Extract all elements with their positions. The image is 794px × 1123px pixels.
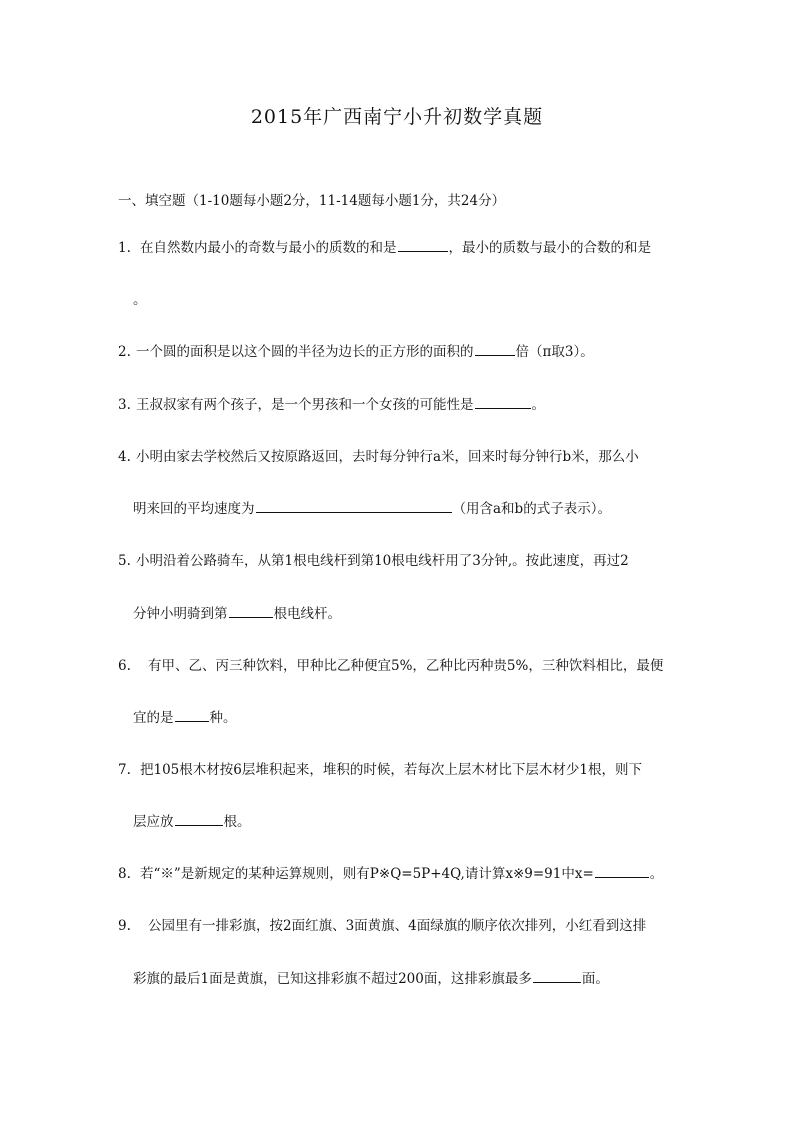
answer-blank [533, 968, 581, 983]
document-title: 2015年广西南宁小升初数学真题 [250, 106, 544, 128]
question-6-line-1 [118, 655, 663, 677]
question-4-line-2 [133, 498, 611, 520]
question-text: （用含a和b的式子表示）。 [452, 501, 611, 517]
answer-blank [175, 811, 223, 826]
answer-blank [475, 341, 515, 356]
question-text: 根电线杆。 [273, 606, 341, 622]
question-7-line-2 [133, 811, 251, 833]
question-8-line-1 [118, 863, 663, 885]
answer-blank [595, 863, 649, 878]
question-9-line-1 [118, 915, 646, 937]
question-text: 在自然数内最小的奇数与最小的质数的和是 [140, 240, 397, 256]
question-text: 彩旗的最后1面是黄旗，已知这排彩旗不超过200面，这排彩旗最多 [133, 971, 532, 987]
question-number: 2. [118, 344, 131, 360]
question-6-line-2 [133, 707, 237, 729]
question-text: 面。 [581, 971, 609, 987]
answer-blank [475, 394, 531, 409]
answer-blank [175, 707, 209, 722]
question-7-line-1 [118, 759, 642, 781]
question-number: 1. [118, 240, 131, 256]
question-3-line-1 [118, 394, 545, 416]
question-4-line-1 [118, 446, 639, 468]
answer-blank [256, 498, 452, 513]
question-text: 分钟小明骑到第 [133, 606, 228, 622]
question-number: 5. [118, 553, 131, 569]
question-text: ，最小的质数与最小的合数的和是 [448, 240, 651, 256]
question-text: 倍（π取3）。 [515, 344, 594, 360]
question-number: 6. [118, 658, 131, 674]
question-number: 7. [118, 762, 131, 778]
question-number: 3. [118, 397, 131, 413]
answer-blank [398, 237, 448, 252]
question-text: 公园里有一排彩旗，按2面红旗、3面黄旗、4面绿旗的顺序依次排列，小红看到这排 [148, 918, 647, 934]
question-number: 9. [118, 918, 131, 934]
question-1-line-2: 。 [133, 292, 147, 308]
question-text: 种。 [209, 710, 237, 726]
section-heading: 一、填空题（1-10题每小题2分，11-14题每小题1分，共24分） [118, 193, 506, 209]
question-2-line-1 [118, 341, 594, 363]
question-number: 4. [118, 449, 131, 465]
question-9-line-2 [133, 968, 609, 990]
question-text: 小明沿着公路骑车，从第1根电线杆到第10根电线杆用了3分钟,。按此速度，再过2 [136, 553, 629, 569]
question-text: 把105根木材按6层堆积起来，堆积的时候，若每次上层木材比下层木材少1根，则下 [140, 762, 642, 778]
question-text: 根。 [223, 814, 251, 830]
question-5-line-1 [118, 550, 629, 572]
answer-blank [229, 603, 273, 618]
question-text: 若“※”是新规定的某种运算规则，则有P※Q=5P+4Q,请计算x※9=91中x= [140, 866, 594, 882]
question-text: 一个圆的面积是以这个圆的半径为边长的正方形的面积的 [136, 344, 474, 360]
question-text: 小明由家去学校然后又按原路返回，去时每分钟行a米，回来时每分钟行b米，那么小 [136, 449, 639, 465]
question-text: 。 [531, 397, 545, 413]
question-text: 。 [649, 866, 664, 882]
question-1-line-1 [118, 237, 651, 259]
question-number: 8. [118, 866, 131, 882]
question-text: 有甲、乙、丙三种饮料，甲种比乙种便宜5%，乙种比丙种贵5%，三种饮料相比，最便 [148, 658, 664, 674]
question-text: 明来回的平均速度为 [133, 501, 255, 517]
question-text: 层应放 [133, 814, 174, 830]
question-5-line-2 [133, 603, 341, 625]
question-text: 宜的是 [133, 710, 174, 726]
question-text: 王叔叔家有两个孩子，是一个男孩和一个女孩的可能性是 [136, 397, 474, 413]
